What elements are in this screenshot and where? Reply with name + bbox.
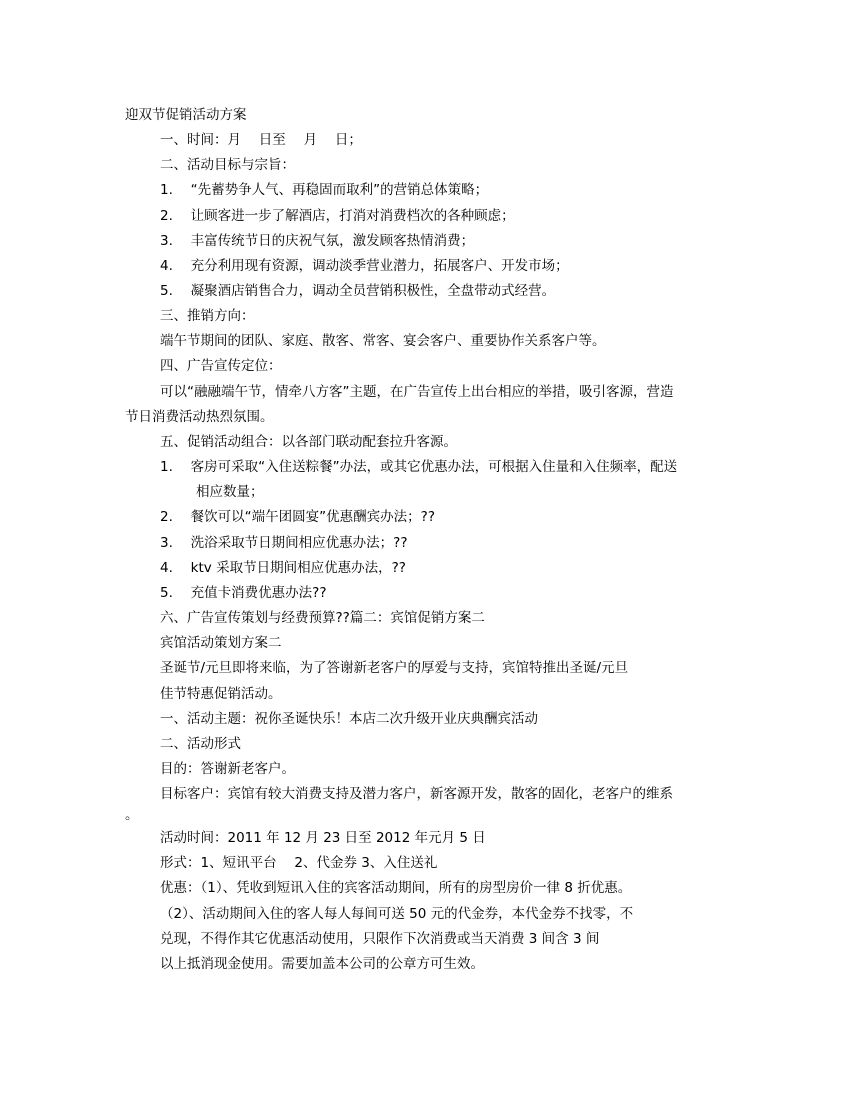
- text-line: 相应数量；: [196, 484, 264, 500]
- text-line: 一、时间：月 日至 月 日；: [160, 132, 362, 148]
- text-line: 五、促销活动组合：以各部门联动配套拉升客源。: [160, 434, 457, 450]
- text-line: 4. ktv 采取节日期间相应优惠办法，??: [160, 560, 406, 576]
- text-line: 圣诞节/元旦即将来临，为了答谢新老客户的厚爱与支持，宾馆特推出圣诞/元旦: [160, 660, 629, 676]
- text-line: 佳节特惠促销活动。: [160, 686, 282, 702]
- text-line: 3. 洗浴采取节日期间相应优惠办法；??: [160, 535, 408, 551]
- text-line: 3. 丰富传统节日的庆祝气氛，激发顾客热情消费；: [160, 233, 475, 249]
- text-line: 5. 凝聚酒店销售合力，调动全员营销积极性，全盘带动式经营。: [160, 283, 556, 299]
- text-line: 5. 充值卡消费优惠办法??: [160, 585, 327, 601]
- text-line: 形式：1、短讯平台 2、代金券 3、入住送礼: [160, 855, 438, 871]
- text-line: 以上抵消现金使用。需要加盖本公司的公章方可生效。: [160, 956, 484, 972]
- text-line: 1. 客房可采取“入住送粽餐”办法，或其它优惠办法，可根据入住量和入住频率，配送: [160, 459, 678, 475]
- text-line: 二、活动形式: [160, 736, 241, 752]
- text-line: 4. 充分利用现有资源，调动淡季营业潜力，拓展客户、开发市场；: [160, 258, 569, 274]
- text-line: 兑现，不得作其它优惠活动使用，只限作下次消费或当天消费 3 间含 3 间: [160, 931, 600, 947]
- text-line: 端午节期间的团队、家庭、散客、常客、宴会客户、重要协作关系客户等。: [160, 333, 606, 349]
- text-line: 目标客户：宾馆有较大消费支持及潜力客户，新客源开发，散客的固化，老客户的维系: [160, 786, 673, 802]
- text-line: 四、广告宣传定位：: [160, 358, 282, 374]
- text-line: 二、活动目标与宗旨：: [160, 157, 295, 173]
- text-line: 优惠：（1）、凭收到短讯入住的宾客活动期间，所有的房型房价一律 8 折优惠。: [160, 880, 632, 896]
- text-line: 可以“融融端午节，情牵八方客”主题，在广告宣传上出台相应的举措，吸引客源，营造: [160, 384, 674, 400]
- text-line: 2. 让顾客进一步了解酒店，打消对消费档次的各种顾虑；: [160, 208, 515, 224]
- text-line: 六、广告宣传策划与经费预算??篇二：宾馆促销方案二: [160, 610, 485, 626]
- text-line: 1. “先蓄势争人气、再稳固而取利”的营销总体策略；: [160, 182, 489, 198]
- text-line: 活动时间：2011 年 12 月 23 日至 2012 年元月 5 日: [160, 830, 486, 846]
- text-line: 。: [125, 807, 139, 823]
- text-line: 2. 餐饮可以“端午团圆宴”优惠酬宾办法；??: [160, 509, 435, 525]
- text-line: 宾馆活动策划方案二: [160, 635, 282, 651]
- text-line: （2）、活动期间入住的客人每人每间可送 50 元的代金券，本代金券不找零，不: [160, 906, 634, 922]
- text-line: 一、活动主题：祝你圣诞快乐！本店二次升级开业庆典酬宾活动: [160, 711, 538, 727]
- document-title: 迎双节促销活动方案: [125, 107, 247, 123]
- text-line: 目的：答谢新老客户。: [160, 761, 295, 777]
- text-line: 节日消费活动热烈氛围。: [125, 409, 274, 425]
- text-line: 三、推销方向：: [160, 308, 255, 324]
